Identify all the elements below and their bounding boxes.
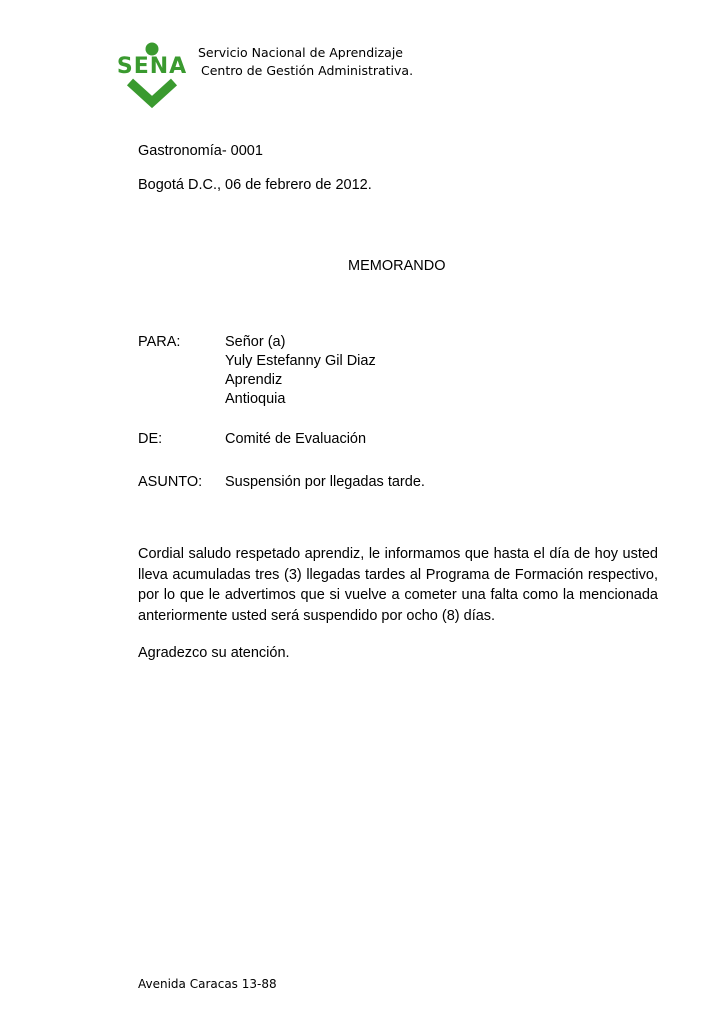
para-recipient bbox=[225, 333, 376, 409]
organization-header bbox=[198, 44, 413, 80]
closing-line: Agradezco su atención. bbox=[138, 645, 290, 661]
reference-number: Gastronomía- 0001 bbox=[138, 143, 263, 159]
de-label: DE: bbox=[138, 431, 163, 447]
memo-body: Cordial saludo respetado aprendiz, le informamos que hasta el día de hoy usted lleva acumuladas tres (3) llegadas tardes al Programa de Formación respectivo, por lo que le advertimos que si vuelve a cometer una falta como la mencionada anteriormente usted será suspendido por ocho (8) días. bbox=[138, 546, 658, 624]
org-center: Centro de Gestión Administrativa. bbox=[201, 63, 414, 78]
sena-logo bbox=[104, 40, 200, 110]
asunto-label: ASUNTO: bbox=[138, 474, 203, 490]
para-label: PARA: bbox=[138, 334, 181, 350]
recipient-name: Yuly Estefanny Gil Diaz bbox=[225, 353, 376, 369]
asunto-value: Suspensión por llegadas tarde. bbox=[225, 474, 425, 490]
de-value: Comité de Evaluación bbox=[225, 431, 367, 447]
recipient-location: Antioquia bbox=[225, 391, 286, 407]
recipient-role: Aprendiz bbox=[225, 372, 283, 388]
city-date: Bogotá D.C., 06 de febrero de 2012. bbox=[138, 177, 372, 193]
memo-title: MEMORANDO bbox=[348, 258, 446, 274]
recipient-salutation: Señor (a) bbox=[225, 334, 286, 350]
footer-address: Avenida Caracas 13-88 bbox=[138, 977, 277, 991]
svg-text:SENA: SENA bbox=[116, 54, 188, 79]
org-name: Servicio Nacional de Aprendizaje bbox=[198, 45, 403, 60]
